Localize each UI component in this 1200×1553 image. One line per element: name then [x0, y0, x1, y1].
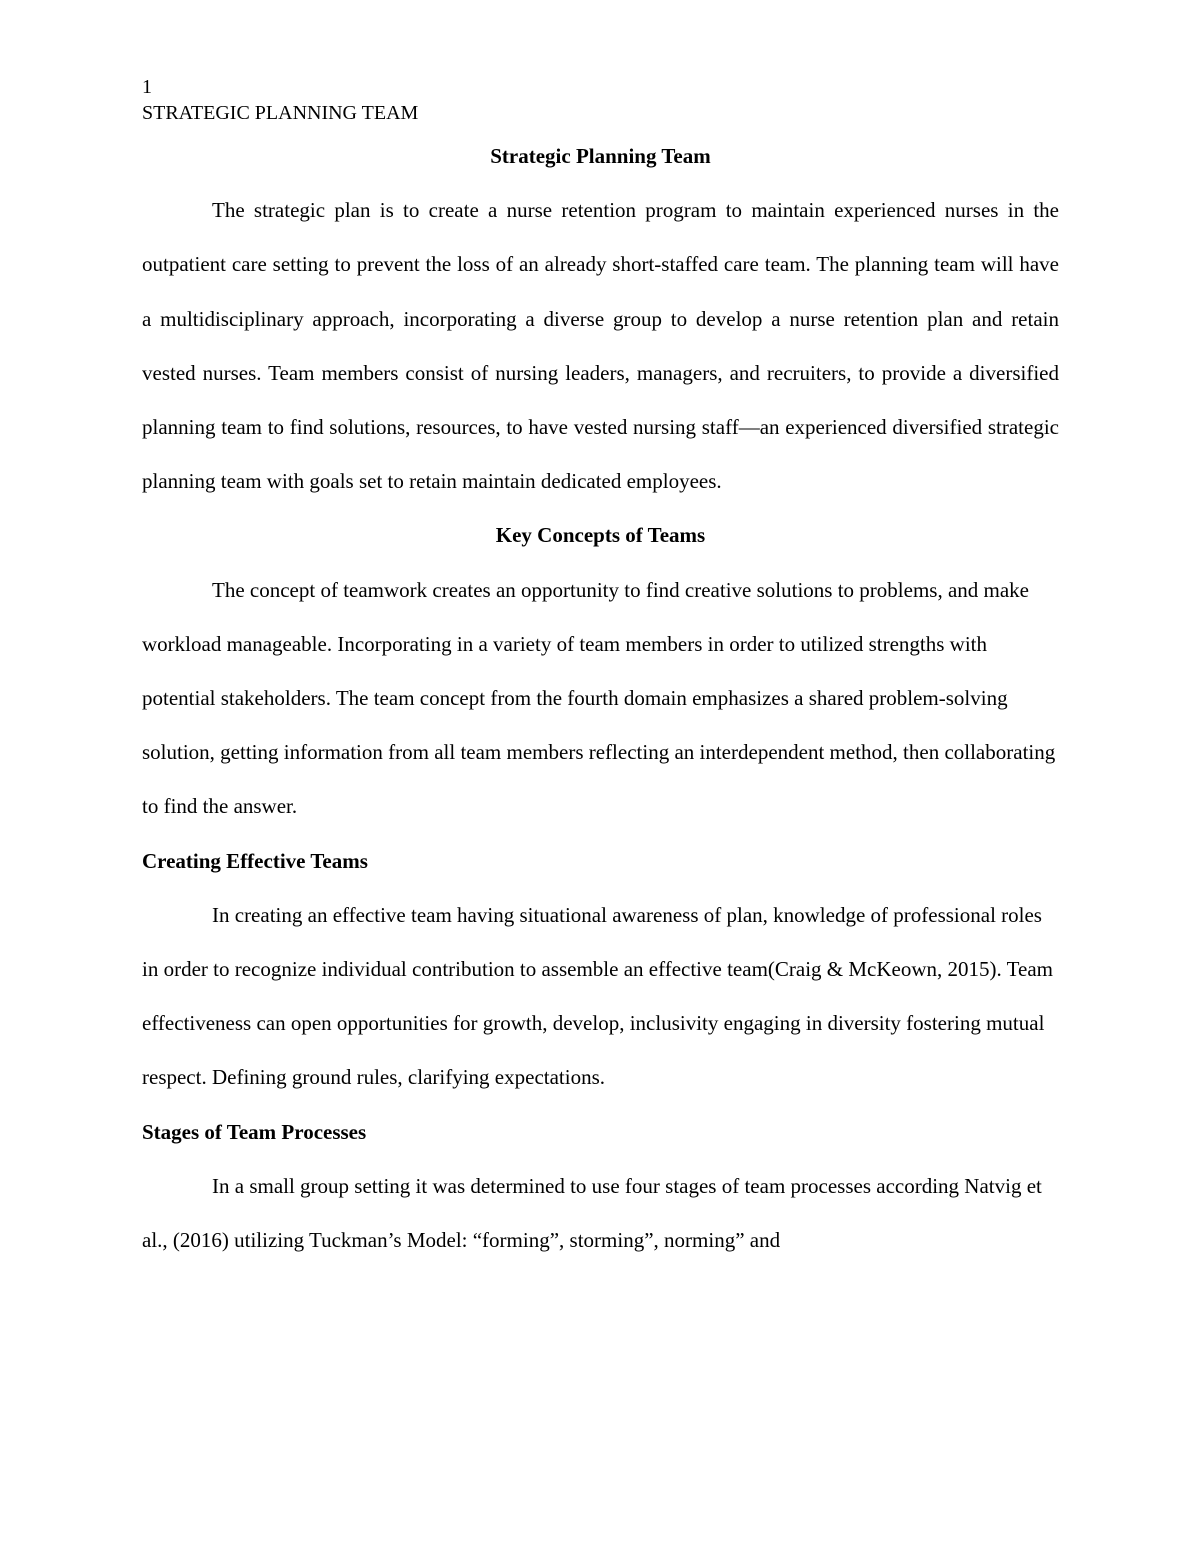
document-title: Strategic Planning Team [490, 144, 711, 168]
section-paragraph-key-concepts: The concept of teamwork creates an opportunity to find creative solutions to problems, and make workload manageable. Incorporating in a variety of team members in order to utilized strengths with potential stakeholders. The team concept from the fourth domain emphasizes a shared problem-solving solution, getting information from all team members reflecting an interdependent method, then collaborating to find the answer. [142, 577, 1056, 819]
page-header [142, 74, 418, 126]
section-heading-creating-effective-teams: Creating Effective Teams [142, 848, 368, 873]
running-head: STRATEGIC PLANNING TEAM [142, 102, 419, 124]
section-heading-key-concepts: Key Concepts of Teams [495, 523, 706, 548]
page-number: 1 [142, 76, 152, 98]
intro-paragraph: The strategic plan is to create a nurse retention program to maintain experienced nurses in the outpatient care setting to prevent the loss of an already short-staffed care team. The planning team will have a multidisciplinary approach, incorporating a diverse group to develop a nurse retention plan and retain vested nurses. Team members consist of nursing leaders, managers, and recruiters, to provide a diversified planning team to find solutions, resources, to have vested nursing staff—an experienced diversified strategic planning team with goals set to retain maintain dedicated employees. [142, 198, 1059, 494]
section-heading-stages-of-team-processes: Stages of Team Processes [142, 1119, 367, 1144]
document-body [142, 129, 1059, 1267]
section-paragraph-creating-effective-teams: In creating an effective team having situational awareness of plan, knowledge of professional roles in order to recognize individual contribution to assemble an effective team(Craig & McKeown, 2015). Team effectiveness can open opportunities for growth, develop, inclusivity engaging in diversity fostering mutual respect. Defining ground rules, clarifying expectations. [142, 902, 1053, 1090]
section-paragraph-stages-of-team-processes: In a small group setting it was determined to use four stages of team processes according Natvig et al., (2016) utilizing Tuckman’s Model: “forming”, storming”, norming” and [142, 1173, 1042, 1253]
